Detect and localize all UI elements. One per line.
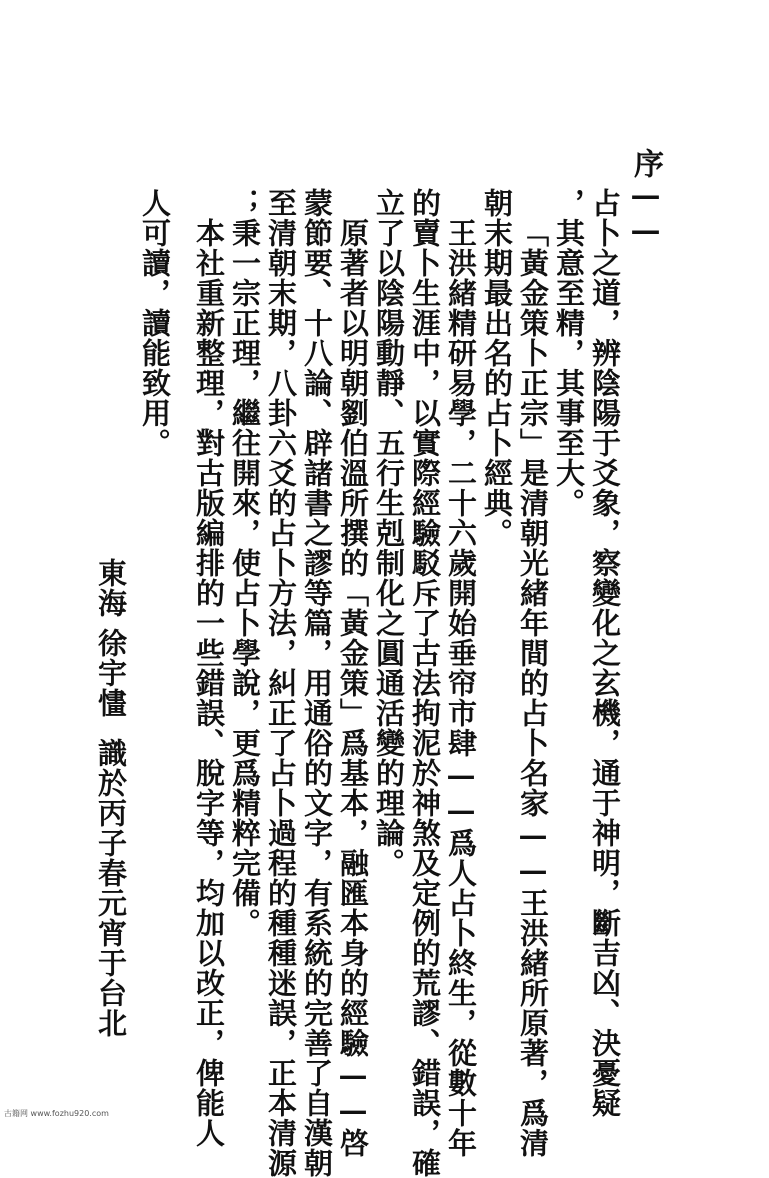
text-column-6: 的賣卜生涯中，以實際經驗駁斥了古法拘泥於神煞及定例的荒謬、錯誤，確: [408, 188, 442, 1178]
page-title: 序——: [628, 148, 663, 248]
text-column-3: 「黃金策卜正宗」是清朝光緒年間的占卜名家——王洪緒所原著，爲清: [516, 218, 550, 1158]
signature-place: 東海: [94, 558, 128, 618]
watermark: 古籍网 www.fozhu920.com: [4, 1109, 109, 1118]
signature-note: 識於丙子春元宵于台北: [94, 738, 128, 1038]
text-column-4: 朝末期最出名的占卜經典。: [480, 188, 514, 548]
text-column-11: ；秉一宗正理，繼往開來，使占卜學說，更爲精粹完備。: [228, 188, 262, 938]
text-column-8: 原著者以明朝劉伯溫所撰的「黃金策」爲基本，融匯本身的經驗——啓: [336, 218, 370, 1158]
text-column-9: 蒙節要、十八論、辟諸書之謬等篇，用通俗的文字，有系統的完善了自漢朝: [300, 188, 334, 1178]
text-column-2: ，其意至精，其事至大。: [552, 188, 586, 518]
text-column-10: 至清朝末期，八卦六爻的占卜方法，糾正了占卜過程的種種迷誤，正本清源: [264, 188, 298, 1178]
text-column-5: 王洪緒精研易學，二十六歲開始垂帘市肆——爲人占卜終生，從數十年: [444, 218, 478, 1158]
text-column-12: 本社重新整理，對古版編排的一些錯誤、脫字等，均加以改正，俾能人: [192, 218, 226, 1148]
text-column-7: 立了以陰陽動靜、五行生剋制化之圓通活變的理論。: [372, 188, 406, 878]
signature-author: 徐宇㦎: [94, 628, 128, 718]
text-column-1: 占卜之道，辨陰陽于爻象，察變化之玄機，通于神明，斷吉凶、決憂疑: [588, 188, 622, 1118]
text-column-13: 人可讀，讀能致用。: [138, 188, 172, 458]
